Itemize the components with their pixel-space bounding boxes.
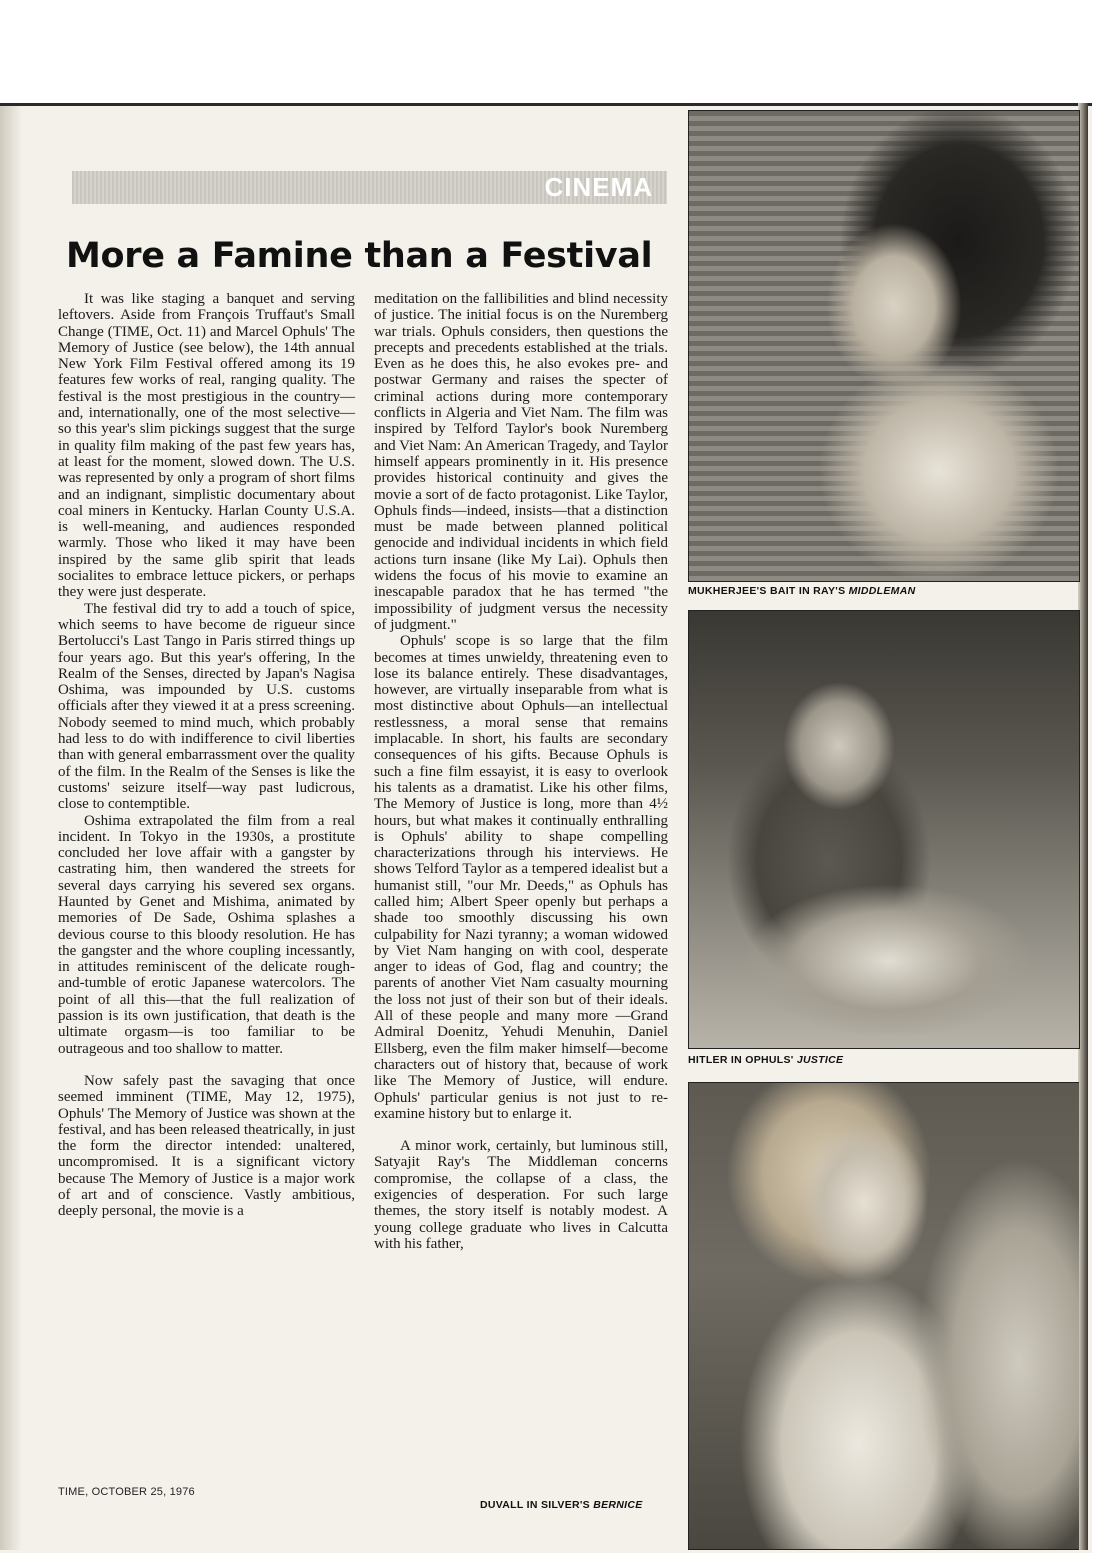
- photo-caption-bernice: [480, 1499, 643, 1511]
- photo-middleman: [688, 110, 1080, 582]
- paragraph: Oshima extrapolated the film from a real incident. In Tokyo in the 1930s, a prostitute concluded her love affair with a gangster by castrating him, then wandered the streets for several days carrying his severed sex organs. Haunted by Genet and Mishima, animated by memories of De Sade, Oshima splashes a devious course to this bloody resolution. He has the gangster and the whore coupling incessantly, in attitudes reminiscent of the delicate rough-and-tumble of erotic Japanese watercolors. The point of all this—that the full realization of passion is its own justification, that death is the ultimate orgasm—is too familiar to be outrageous and too shallow to matter.: [58, 812, 355, 1057]
- page-gutter-shadow: [0, 106, 22, 1550]
- paragraph: Now safely past the savaging that once seemed imminent (TIME, May 12, 1975), Ophuls' The Memory of Justice was shown at the festival, and has been released theatrically, in just the form the director intended: unaltered, uncompromised. It is a significant victory because The Memory of Justice is a major work of art and of conscience. Vastly ambitious, deeply personal, the movie is a: [58, 1072, 355, 1220]
- paragraph: meditation on the fallibilities and blind necessity of justice. The initial focus is on the Nuremberg war trials. Ophuls considers, then questions the precepts and precedents established at the trials. Even as he does this, he also evokes pre- and postwar Germany and raises the specter of criminal actions during more contemporary conflicts in Algeria and Viet Nam. The film was inspired by Telford Taylor's book Nuremberg and Viet Nam: An American Tragedy, and Taylor himself appears prominently in it. His presence provides historical continuity and gives the movie a sort of de facto protagonist. Like Taylor, Ophuls finds—indeed, insists—that a distinction must be made between planned political genocide and individual incidents in which field actions turn insane (like My Lai). Ophuls then widens the focus of his movie to examine an inescapable paradox that he has termed "the impossibility of judgment versus the necessity of judgment.": [374, 291, 668, 633]
- section-label: CINEMA: [544, 172, 653, 202]
- photo-justice: [688, 610, 1080, 1049]
- article-column-1: [58, 291, 355, 1220]
- section-banner: [72, 171, 667, 204]
- caption-film-title: BERNICE: [593, 1499, 643, 1511]
- caption-text: DUVALL IN SILVER'S: [480, 1499, 594, 1511]
- paragraph: Ophuls' scope is so large that the film becomes at times unwieldy, threatening even to lose its balance entirely. These disadvantages, however, are virtually inseparable from what is most distinctive about Ophuls—an intellectual restlessness, a moral sense that remains implacable. In short, his faults are secondary consequences of his gifts. Because Ophuls is such a fine film essayist, it is easy to overlook his talents as a dramatist. Like his other films, The Memory of Justice is long, more than 4½ hours, but what makes it continually enthralling is Ophuls' ability to shape compelling characterizations through his interviews. He shows Telford Taylor as a tempered idealist but a humanist still, "our Mr. Deeds," as Ophuls has called him; Albert Speer openly but perhaps a shade too smoothly discussing his own culpability for Nazi tyranny; a woman widowed by Viet Nam hanging on with cool, desperate anger to ideas of God, flag and country; the parents of another Viet Nam casualty mourning the loss not just of their son but of their ideals. All of these people and many more —Grand Admiral Doenitz, Yehudi Menuhin, Daniel Ellsberg, even the film maker himself—become characters out of history that, because of work like The Memory of Justice, will endure. Ophuls' particular genius is not just to re-examine history but to enlarge it.: [374, 633, 668, 1122]
- paragraph: It was like staging a banquet and serving leftovers. Aside from François Truffaut's Small Change (TIME, Oct. 11) and Marcel Ophuls' The Memory of Justice (see below), the 14th annual New York Film Festival offered among its 19 features few works of real, ranging quality. The festival is the most prestigious in the country—and, internationally, one of the most selective—so this year's slim pickings suggest that the surge in quality film making of the past few years has, at least for the moment, slowed down. The U.S. was represented by only a program of short films and an indignant, simplistic documentary about coal miners in Kentucky. Harlan County U.S.A. is well-meaning, and audiences responded warmly. Those who liked it may have been inspired by the same glib spirit that leads socialites to embrace lettuce pickers, or perhaps they were just desperate.: [58, 291, 355, 601]
- photo-caption-justice: [688, 1054, 843, 1066]
- caption-text: HITLER IN OPHULS': [688, 1054, 797, 1066]
- caption-film-title: MIDDLEMAN: [848, 585, 916, 597]
- paragraph: A minor work, certainly, but luminous still, Satyajit Ray's The Middleman concerns compromise, the collapse of a class, the exigencies of desperation. For such large themes, the story itself is notably modest. A young college graduate who lives in Calcutta with his father,: [374, 1138, 668, 1252]
- page-footer: TIME, OCTOBER 25, 1976: [58, 1486, 195, 1498]
- article-column-2: [374, 291, 668, 1252]
- photo-caption-middleman: [688, 585, 915, 597]
- article-headline: More a Famine than a Festival: [66, 236, 653, 276]
- caption-film-title: JUSTICE: [796, 1054, 844, 1066]
- paragraph: The festival did try to add a touch of spice, which seems to have become de rigueur since Bertolucci's Last Tango in Paris stirred things up four years ago. But this year's offering, In the Realm of the Senses, directed by Japan's Nagisa Oshima, was impounded by U.S. customs officials after they viewed it at a press screening. Nobody seemed to mind much, which probably had less to do with indifference to civil liberties than with general embarrassment over the quality of the film. In the Realm of the Senses is like the customs' seizure itself—way past ludicrous, close to contemptible.: [58, 600, 355, 813]
- photo-bernice: [688, 1082, 1079, 1550]
- caption-text: MUKHERJEE'S BAIT IN RAY'S: [688, 585, 849, 597]
